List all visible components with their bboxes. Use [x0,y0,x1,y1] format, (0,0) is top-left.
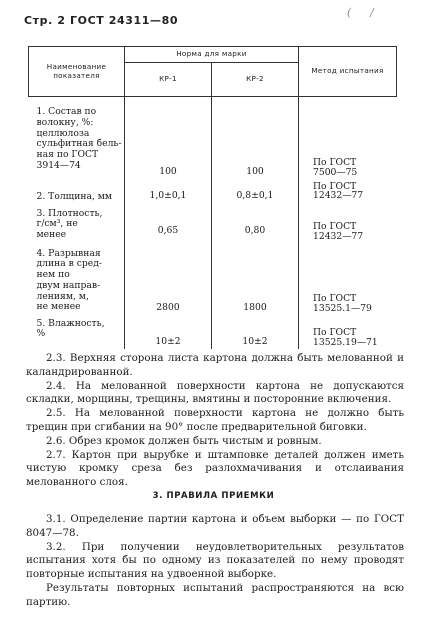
kr2-cell: 1800 [212,243,299,315]
kr2-cell: 0,8±0,1 [212,179,299,203]
kr2-cell: 100 [212,97,299,179]
kr1-cell: 10±2 [125,315,212,349]
table-body [29,97,397,349]
method-cell: По ГОСТ 13525.1—79 [313,293,372,314]
kr1-cell: 1,0±0,1 [125,179,212,203]
paragraph: 2.4. На мелованной поверхности картона не допускаются складки, морщины, трещины, вмятины и посторонние включения. [26,379,404,406]
paragraph: 3.2. При получении неудовлетворительных результатов испытания хотя бы по одному из показателей по нему проводят повторные испытания на удвоенной выборке. [26,540,404,581]
margin-mark: / [370,6,374,19]
col-header-norm: Норма для марки [125,47,299,63]
page-header: Стр. 2 ГОСТ 24311—80 [24,14,179,27]
table-row [29,243,397,315]
margin-mark: ( [347,6,352,19]
param-cell: 1. Состав по волокну, %: целлюлоза сульфитная бель- ная по ГОСТ 3914—74 [36,106,122,171]
col-header-kr1: КР-1 [125,63,212,97]
kr2-cell: 10±2 [212,315,299,349]
col-header-kr2: КР-2 [212,63,299,97]
method-cell: По ГОСТ 12432—77 [313,221,364,242]
specification-table [28,46,397,349]
kr1-cell: 0,65 [125,203,212,243]
paragraph: 2.6. Обрез кромок должен быть чистым и ровным. [46,434,322,447]
kr1-cell: 2800 [125,243,212,315]
col-header-parameter: Наименование показателя [29,47,125,97]
table-row [29,97,397,179]
method-cell: По ГОСТ 13525.19—71 [313,327,378,348]
table-row [29,179,397,203]
kr2-cell: 0,80 [212,203,299,243]
col-header-method: Метод испытания [299,47,397,97]
param-cell: 3. Плотность, г/см³, не менее [36,207,103,241]
paragraph: 3.1. Определение партии картона и объем выборки — по ГОСТ 8047—78. [26,513,404,539]
method-cell: По ГОСТ 12432—77 [313,180,364,202]
acceptance-rules-text [26,513,404,610]
kr1-cell: 100 [125,97,212,179]
paragraph: Результаты повторных испытаний распространяются на всю партию. [26,581,404,608]
table-row [29,315,397,349]
table-row [29,203,397,243]
param-cell: 5. Влажность, % [36,317,105,340]
requirements-text [26,352,404,490]
param-cell: 4. Разрывная длина в сред- нем по двум направ- лениям, м, не менее [36,247,102,313]
paragraph: 2.5. На мелованной поверхности картона не должно быть трещин при сгибании на 90° после предварительной биговки. [26,407,404,433]
paragraph: 2.3. Верхняя сторона листа картона должна быть мелованной и каландрированной. [26,352,404,378]
section-title: 3. ПРАВИЛА ПРИЕМКИ [152,491,275,501]
paragraph: 2.7. Картон при вырубке и штамповке деталей должен иметь чистую кромку среза без разлохмачивания и отслаивания мелованного слоя. [26,448,404,489]
method-cell: По ГОСТ 7500—75 [313,157,358,178]
param-cell: 2. Толщина, мм [36,190,113,202]
